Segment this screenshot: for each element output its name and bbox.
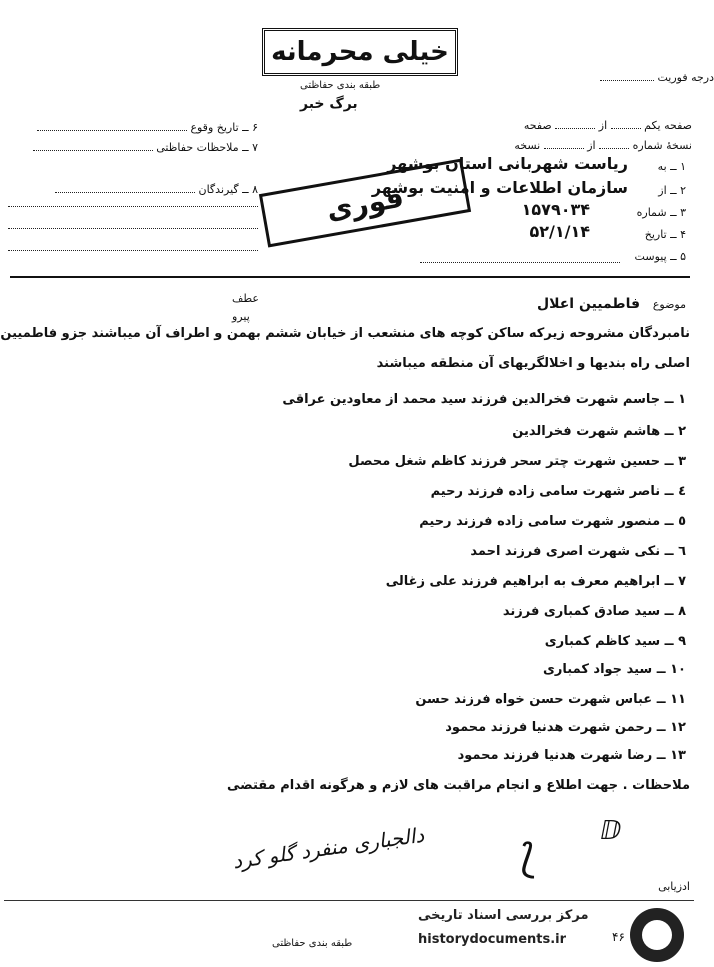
approver-label: ادزیابی [658,880,690,893]
urgent-text: فوری [323,180,407,226]
list-item: ۷ ــ ابراهیم معرف به ابراهیم فرزند علی زغالی [385,574,686,589]
to-label: ۱ ــ به [657,160,686,173]
list-item: ۱ ــ جاسم شهرت فخرالدین فرزند سید محمد از معاودین عراقی [282,392,686,407]
copy-from: از [587,139,596,152]
date-label: ۴ ــ تاریخ [644,228,686,241]
page-number: ۴۶ [612,930,625,944]
copy-unit: نسخه [514,139,541,152]
reference-label: عطف [232,292,259,305]
occurrence-date-label: ۶ ــ تاریخ وقوع [190,121,258,134]
date-value: ۵۲/۱/۱۴ [529,222,590,241]
recipients-label: ۸ ــ گیرندگان [198,183,258,196]
page-unit: صفحه [523,119,552,132]
list-item: ۱۲ ــ رحمن شهرت هدنیا فرزند محمود [445,720,686,735]
list-item: ۳ ــ حسین شهرت چتر سحر فرزند کاظم شغل محصل [348,454,686,469]
occurrence-date-field [8,120,258,134]
initials-mark: ⅅ [600,816,622,846]
copy-label: نسخهٔ شماره [632,139,692,152]
recipients-line-1 [8,206,258,207]
remarks: ملاحظات . جهت اطلاع و انجام مراقبت های لازم و هرگونه اقدام مقتضی [227,778,690,793]
intro-line-1: نامبردگان مشروحه زیرکه ساکن کوچه های منشعب از خیابان ششم بهمن و اطراف آن میباشند جزو فاطمیین [0,326,690,341]
list-item: ۸ ــ سید صادق کمباری فرزند [502,604,686,619]
classification-text: خیلی محرمانه [271,37,449,67]
classification-label-bottom: طبقه بندی حفاظتی [272,938,353,949]
from-value: سازمان اطلاعات و امنیت بوشهر [371,178,628,197]
security-notes-field [8,140,258,154]
watermark-url: historydocuments.ir [418,932,567,947]
list-item: ٥ ــ منصور شهرت سامی زاده فرزند رحیم [419,514,686,529]
list-item: ۲ ــ هاشم شهرت فخرالدین [512,424,686,439]
archive-logo-icon [630,908,684,962]
classification-label: طبقه بندی حفاظتی [300,80,381,91]
priority-text: درجه فوریت [657,71,714,84]
list-item: ٦ ــ نکی شهرت اصری فرزند احمد [470,544,686,559]
list-item: ۹ ــ سید کاظم کمباری [544,634,686,649]
list-item: ۱۳ ــ رضا شهرت هدنیا فرزند محمود [457,748,686,763]
to-value: ریاست شهربانی استان بوشهر [387,154,628,173]
subject-label: موضوع [652,298,686,311]
recipients-line-2 [8,228,258,229]
watermark-text: مرکز بررسی اسناد تاریخی [418,908,589,923]
copy-field [400,138,692,152]
header-divider [10,276,690,278]
attachment-label: ۵ ــ پیوست [634,250,686,263]
page-field [400,118,692,132]
page-label: صفحه یکم [644,119,692,132]
list-item: ۱۱ ــ عباس شهرت حسن خواه فرزند حسن [415,692,686,707]
security-notes-label: ۷ ــ ملاحظات حفاظتی [156,141,258,154]
signature-flourish: ⟆ [520,836,536,882]
footer-line [4,900,694,901]
urgent-stamp [259,159,471,248]
number-label: ۳ ــ شماره [636,206,686,219]
number-value: ۱۵۷۹۰۳۴ [521,200,590,219]
intro-line-2: اصلی راه بندیها و اخلالگریهای آن منطقه میباشند [376,356,690,371]
subject-value: فاطمیین اعلال [536,296,640,312]
recipients-field [8,182,258,196]
handwritten-signature: دالجباری منفرد گلو کرد [231,822,426,874]
attachment-line [420,262,620,263]
list-item: ٤ ــ ناصر شهرت سامی زاده فرزند رحیم [430,484,686,499]
page-from: از [598,119,608,132]
reference-sub-label: پیرو [232,310,250,323]
classification-stamp [262,28,458,76]
list-item: ۱۰ ــ سید جواد کمباری [543,662,686,677]
form-title: برگ خبر [300,96,358,112]
from-label: ۲ ــ از [658,184,686,197]
priority-label [600,70,714,84]
recipients-line-3 [8,250,258,251]
